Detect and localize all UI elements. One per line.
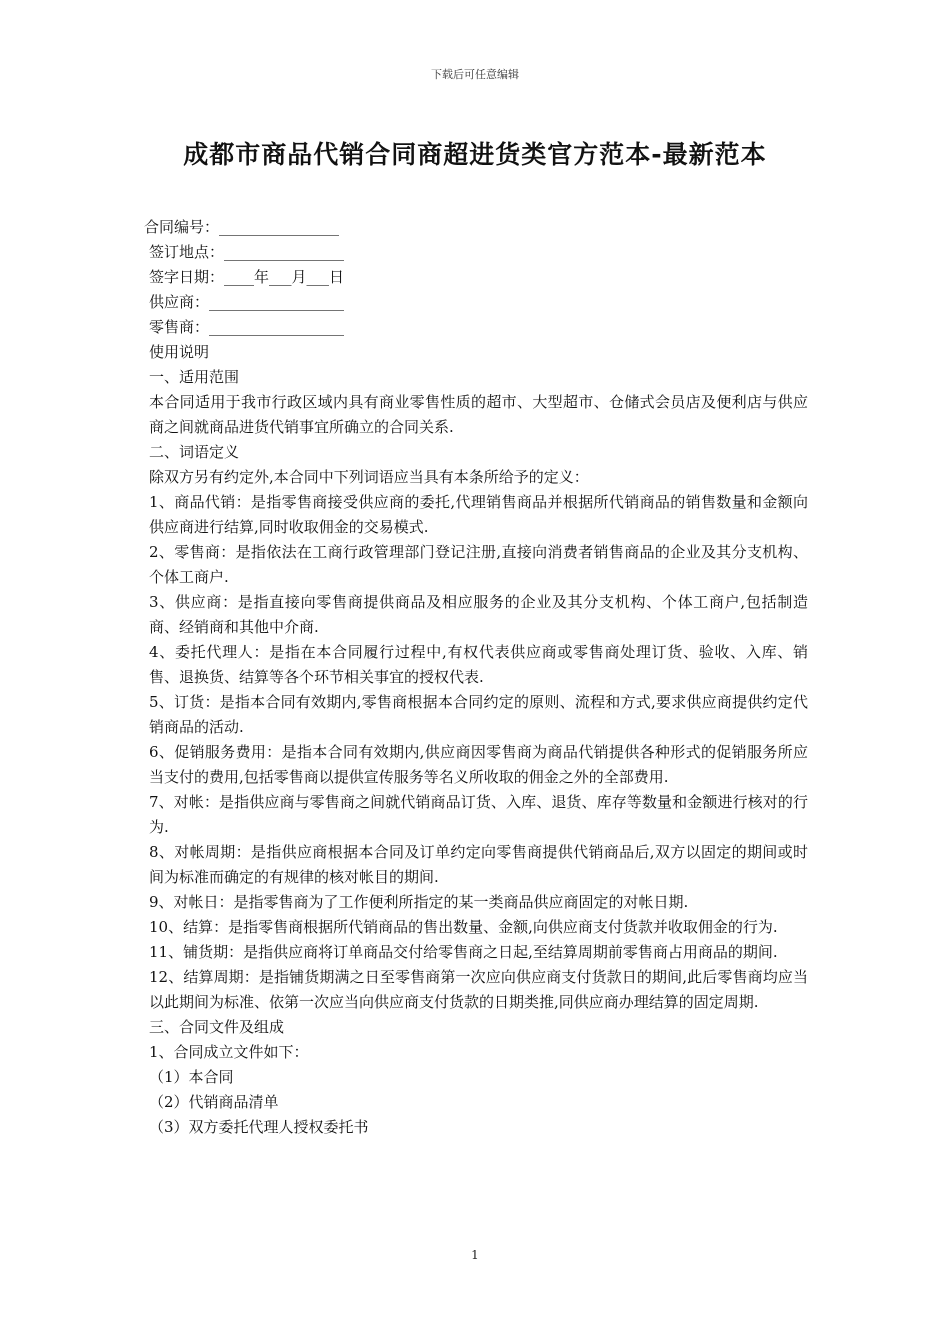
contract-number-field: 合同编号：________________ (144, 218, 340, 236)
usage-heading: 使用说明 (149, 343, 210, 361)
definition-item: 1、商品代销：是指零售商接受供应商的委托,代理销售商品并根据所代销商品的销售数量和金额向供应商进行结算,同时收取佣金的交易模式. (149, 493, 808, 536)
sign-place-field: 签订地点：________________ (149, 243, 345, 261)
definition-item: 6、促销服务费用：是指本合同有效期内,供应商因零售商为商品代销提供各种形式的促销服务所应当支付的费用,包括零售商以提供宣传服务等名义所收取的佣金之外的全部费用. (149, 743, 808, 786)
section-1-heading: 一、适用范围 (149, 368, 240, 386)
definition-item: 9、对帐日：是指零售商为了工作便利所指定的某一类商品供应商固定的对帐日期. (149, 893, 689, 911)
document-body (144, 215, 808, 1140)
document-list-item: （3）双方委托代理人授权委托书 (149, 1118, 369, 1136)
supplier-field: 供应商：__________________ (149, 293, 345, 311)
page-number: 1 (471, 1248, 479, 1262)
definition-item: 11、铺货期：是指供应商将订单商品交付给零售商之日起,至结算周期前零售商占用商品的期间. (149, 943, 778, 961)
document-title: 成都市商品代销合同商超进货类官方范本-最新范本 (183, 140, 767, 169)
section-2-heading: 二、词语定义 (149, 443, 240, 461)
document-list-item: （1）本合同 (149, 1068, 234, 1086)
definition-item: 2、零售商：是指依法在工商行政管理部门登记注册,直接向消费者销售商品的企业及其分支机构、个体工商户. (149, 543, 808, 586)
section-1-text: 本合同适用于我市行政区域内具有商业零售性质的超市、大型超市、仓储式会员店及便利店与供应商之间就商品进货代销事宜所确立的合同关系. (149, 393, 808, 436)
definition-item: 5、订货：是指本合同有效期内,零售商根据本合同约定的原则、流程和方式,要求供应商提供约定代销商品的活动. (149, 693, 808, 736)
document-list-item: （2）代销商品清单 (149, 1093, 279, 1111)
section-2-intro: 除双方另有约定外,本合同中下列词语应当具有本条所给予的定义： (149, 468, 589, 486)
definition-item: 4、委托代理人：是指在本合同履行过程中,有权代表供应商或零售商处理订货、验收、入库、销售、退换货、结算等各个环节相关事宜的授权代表. (149, 643, 808, 686)
header-note: 下载后可任意编辑 (431, 68, 519, 81)
definition-item: 3、供应商：是指直接向零售商提供商品及相应服务的企业及其分支机构、个体工商户,包括制造商、经销商和其他中介商. (149, 593, 808, 636)
section-3-heading: 三、合同文件及组成 (149, 1018, 285, 1036)
sign-date-field: 签字日期：____年___月___日 (149, 268, 345, 286)
definition-item: 10、结算：是指零售商根据所代销商品的售出数量、金额,向供应商支付货款并收取佣金的行为. (149, 918, 778, 936)
section-3-intro: 1、合同成立文件如下： (149, 1043, 309, 1061)
definition-item: 7、对帐：是指供应商与零售商之间就代销商品订货、入库、退货、库存等数量和金额进行核对的行为. (149, 793, 808, 836)
retailer-field: 零售商：__________________ (149, 318, 345, 336)
definition-item: 12、结算周期：是指铺货期满之日至零售商第一次应向供应商支付货款日的期间,此后零售商均应当以此期间为标准、依第一次应当向供应商支付货款的日期类推,同供应商办理结算的固定周期. (149, 968, 808, 1011)
definition-item: 8、对帐周期：是指供应商根据本合同及订单约定向零售商提供代销商品后,双方以固定的期间或时间为标准而确定的有规律的核对帐目的期间. (149, 843, 808, 886)
